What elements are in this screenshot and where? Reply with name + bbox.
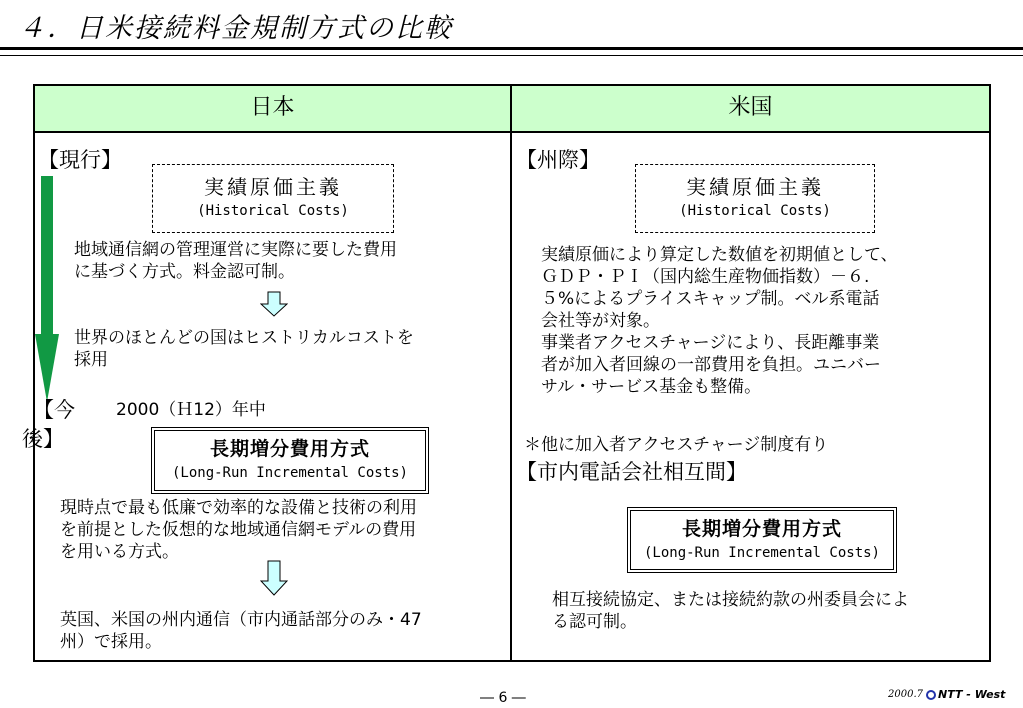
footer-date: 2000.7 xyxy=(888,689,923,700)
japan-hist-note: 世界のほとんどの国はヒストリカルコストを 採用 xyxy=(74,328,414,370)
lric-label: 長期増分費用方式 xyxy=(681,518,842,540)
japan-lric-description: 現時点で最も低廉で効率的な設備と技術の利用 を前提とした仮想的な地域通信網モデルの費用 を用いる方式。 xyxy=(60,498,417,562)
historical-costs-english: (Historical Costs) xyxy=(679,203,831,219)
historical-costs-box-japan xyxy=(152,164,394,233)
japan-lric-note: 英国、米国の州内通信（市内通話部分のみ・47 州）で採用。 xyxy=(60,610,422,652)
page-title: ４．日米接続料金規制方式の比較 xyxy=(18,13,453,44)
header-japan: 日本 xyxy=(250,95,295,120)
down-arrow-icon xyxy=(260,291,288,317)
company-logo xyxy=(926,688,1005,701)
year-text: 2000（Ｈ12）年中 xyxy=(116,400,266,420)
ntt-logo-icon xyxy=(926,690,936,700)
timeline-arrow-icon xyxy=(35,176,59,404)
historical-costs-box-us xyxy=(635,164,875,233)
interstate-label: 【州際】 xyxy=(516,148,600,172)
column-divider xyxy=(510,86,512,660)
historical-costs-english: (Historical Costs) xyxy=(197,203,349,219)
lric-box-us xyxy=(627,507,897,573)
lric-english: (Long-Run Incremental Costs) xyxy=(171,465,408,481)
historical-costs-label: 実績原価主義 xyxy=(686,175,824,199)
page-number: ― 6 ― xyxy=(480,690,526,706)
lric-box-japan xyxy=(151,427,429,494)
lric-label: 長期増分費用方式 xyxy=(209,438,370,460)
us-local-description: 相互接続協定、または接続約款の州委員会によ る認可制。 xyxy=(552,590,909,632)
future-label-bottom: 後】 xyxy=(22,427,64,451)
header-us: 米国 xyxy=(728,95,773,120)
historical-costs-label: 実績原価主義 xyxy=(204,175,342,199)
future-label-top: 【今 xyxy=(33,398,75,422)
title-rule-thin xyxy=(0,55,1023,56)
company-name: NTT - West xyxy=(938,688,1006,701)
local-exchange-label: 【市内電話会社相互間】 xyxy=(516,460,747,484)
access-charge-note: ＊他に加入者アクセスチャージ制度有り xyxy=(524,435,829,455)
current-label: 【現行】 xyxy=(38,148,122,172)
title-rule-thick xyxy=(0,47,1023,50)
down-arrow-icon xyxy=(260,560,288,596)
lric-english: (Long-Run Incremental Costs) xyxy=(643,545,880,561)
us-description: 実績原価により算定した数値を初期値として、 ＧＤＰ・ＰＩ（国内総生産物価指数）－６. ５%によるプライスキャップ制。ベル系電話 会社等が対象。 事業者アクセスチャージにより、長距離事業 者が加入者回線の一部費用を負担。ユニバー サル・サービス基金も整備。 xyxy=(541,245,898,397)
japan-hist-description: 地域通信網の管理運営に実際に要した費用 に基づく方式。料金認可制。 xyxy=(74,240,397,282)
